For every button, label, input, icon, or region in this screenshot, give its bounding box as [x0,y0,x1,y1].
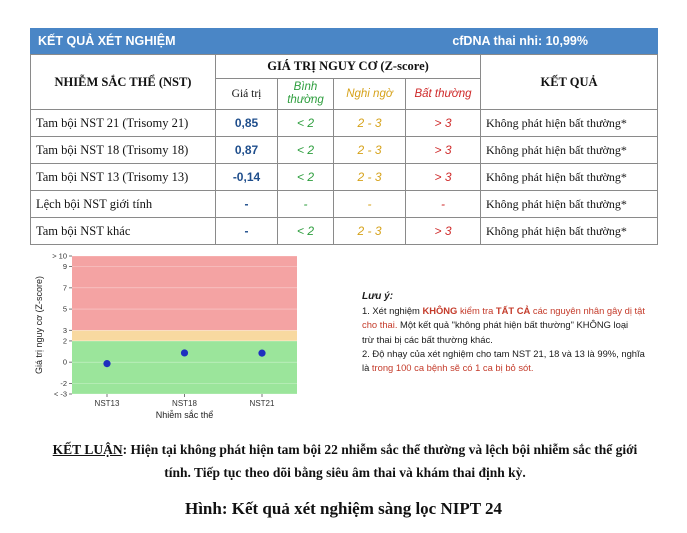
row-name: Tam bội NST 13 (Trisomy 13) [31,164,216,191]
row-normal: < 2 [278,218,334,245]
chart-xtick-label: NST21 [249,399,275,408]
note-l1d: TẤT CẢ [495,305,531,317]
subheader-value: Giá trị [216,79,278,110]
note-line-1 [362,304,662,318]
conclusion-label: KẾT LUẬN [52,442,123,457]
conclusion-text-2: tính. Tiếp tục theo dõi bằng siêu âm thai và khám thai định kỳ. [164,465,526,480]
row-name: Tam bội NST 18 (Trisomy 18) [31,137,216,164]
row-normal: - [278,191,334,218]
row-suspect: 2 - 3 [334,218,406,245]
chart-point [103,360,110,367]
subheader-normal [278,79,334,110]
row-result: Không phát hiện bất thường* [481,110,658,137]
row-normal: < 2 [278,137,334,164]
row-suspect: 2 - 3 [334,137,406,164]
row-value: - [216,191,278,218]
chart-ytick-label: > 10 [52,252,67,261]
note-l5a: là [362,362,372,374]
note-l1a: 1. Xét nghiệm [362,305,423,317]
note-line-3: trừ thai bị các bất thường khác. [362,333,493,345]
note-l1c: kiểm tra [457,305,496,317]
subheader-suspect: Nghi ngờ [334,79,406,110]
row-normal: < 2 [278,110,334,137]
note-l1e: các nguyên nhân gây dị tật [530,305,645,317]
row-result: Không phát hiện bất thường* [481,164,658,191]
row-name: Lệch bội NST giới tính [31,191,216,218]
note-line-2 [362,318,662,332]
conclusion-text-1: : Hiện tại không phát hiện tam bội 22 nhiễm sắc thể thường và lệch bội nhiễm sắc thể giới [122,442,638,457]
note-l2a: cho thai. [362,319,398,331]
chart-ytick-label: 7 [62,283,67,293]
chart-point [258,350,265,357]
chart-ytick-label: 3 [62,325,67,335]
result-table [30,54,658,245]
row-abnormal: > 3 [406,137,481,164]
note-title: Lưu ý: [362,291,394,302]
report-title: KẾT QUẢ XÉT NGHIỆM [38,34,176,48]
row-value: 0,85 [216,110,278,137]
chart-ytick-label: 2 [62,336,67,346]
report-header [30,28,658,54]
chart-band-1 [72,330,297,341]
table-row [31,191,658,218]
row-suspect: 2 - 3 [334,164,406,191]
row-normal: < 2 [278,164,334,191]
note-line-5 [362,361,662,375]
subheader-normal-line1: Bình [293,81,318,93]
row-abnormal: > 3 [406,110,481,137]
chart-ytick-label: 5 [62,304,67,314]
table-row [31,164,658,191]
row-result: Không phát hiện bất thường* [481,191,658,218]
subheader-abnormal: Bất thường [406,79,481,110]
chart-ytick-label: < -3 [53,389,67,399]
note-box [362,290,662,375]
chart-ytick-label: 9 [62,262,67,272]
figure-caption: Hình: Kết quả xét nghiệm sàng lọc NIPT 24 [184,499,503,518]
table-row [31,137,658,164]
table-row [31,110,658,137]
row-abnormal: - [406,191,481,218]
chart-xtick-label: NST13 [94,399,120,408]
note-l2b: Một kết quả "không phát hiện bất thường" KHÔNG loại [397,319,629,331]
subheader-normal-line2: thường [287,94,324,106]
row-name: Tam bội NST khác [31,218,216,245]
row-suspect: 2 - 3 [334,110,406,137]
chart-xlabel: Nhiễm sắc thể [155,410,214,420]
cfdna-value: cfDNA thai nhi: 10,99% [452,34,588,48]
zscore-chart-svg [30,252,305,422]
note-l5b: trong 100 ca bệnh sẽ có 1 ca bị bỏ sót. [371,362,534,374]
row-value: -0,14 [216,164,278,191]
zscore-chart [30,252,305,422]
header-result: KẾT QUẢ [481,55,658,110]
row-abnormal: > 3 [406,218,481,245]
row-suspect: - [334,191,406,218]
row-value: - [216,218,278,245]
note-line-4: 2. Độ nhạy của xét nghiệm cho tam NST 21, 18 và 13 là 99%, nghĩa [362,347,645,359]
chart-ylabel: Giá trị nguy cơ (Z-score) [34,276,44,374]
header-risk: GIÁ TRỊ NGUY CƠ (Z-score) [216,55,481,79]
chart-ytick-label: 0 [62,357,67,367]
row-name: Tam bội NST 21 (Trisomy 21) [31,110,216,137]
chart-band-2 [72,256,297,330]
conclusion [30,438,660,484]
row-abnormal: > 3 [406,164,481,191]
row-result: Không phát hiện bất thường* [481,137,658,164]
chart-band-0 [72,341,297,394]
chart-point [181,349,188,356]
row-result: Không phát hiện bất thường* [481,218,658,245]
table-row [31,218,658,245]
note-l1b: KHÔNG [422,305,458,317]
chart-xtick-label: NST18 [172,399,197,408]
chart-ytick-label: -2 [60,378,67,388]
result-report [30,28,658,245]
header-nst: NHIỄM SẮC THỂ (NST) [31,55,216,110]
row-value: 0,87 [216,137,278,164]
